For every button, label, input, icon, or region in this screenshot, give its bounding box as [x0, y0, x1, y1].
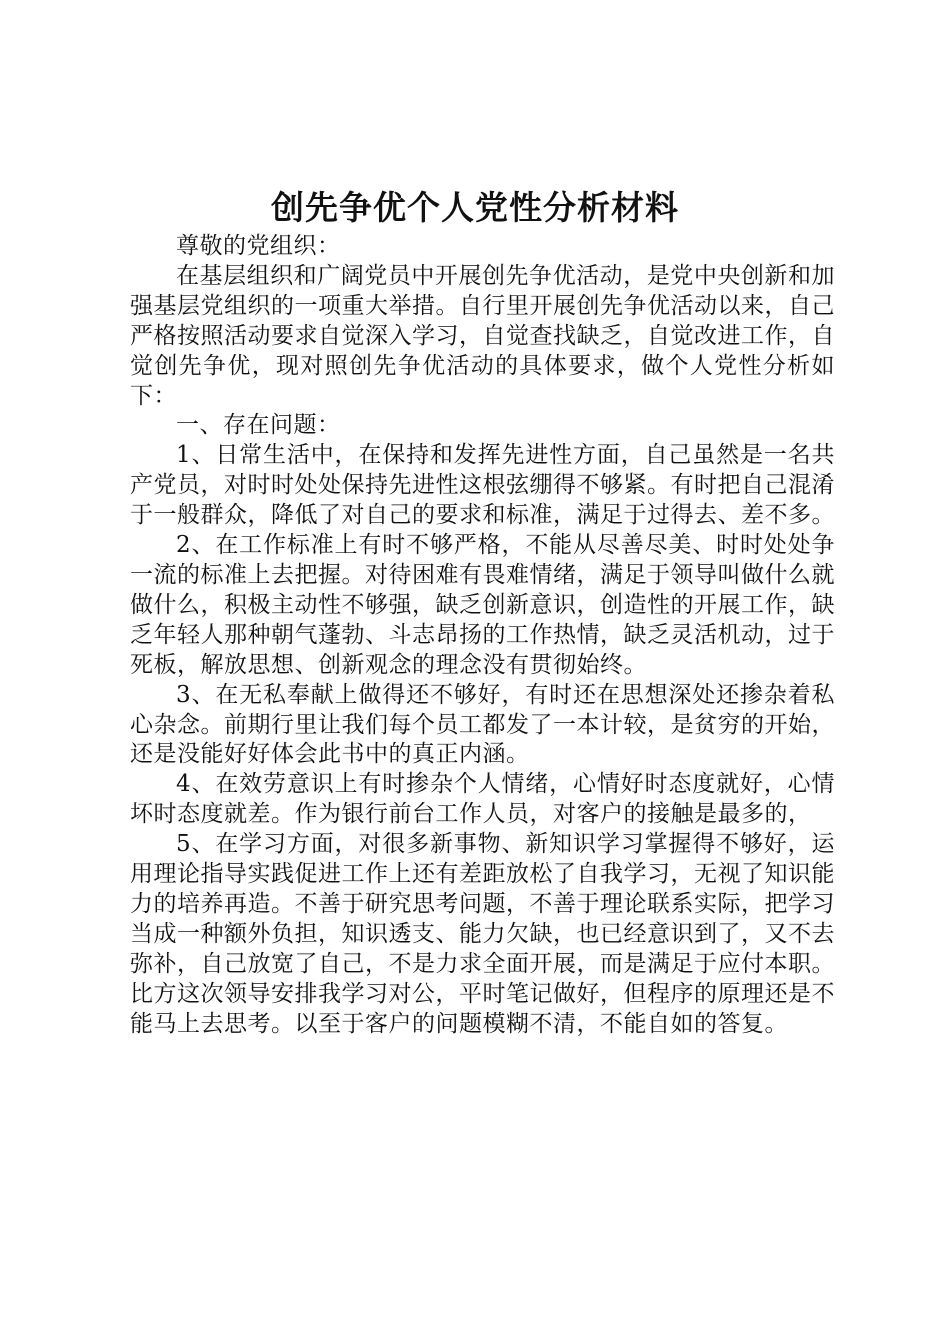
- section-heading-problems: 一、存在问题：: [176, 412, 341, 439]
- problem-item-2: 2、在工作标准上有时不够严格，不能从尽善尽美、时时处处争一流的标准上去把握。对待困难有畏难情绪，满足于领导叫做什么就做什么，积极主动性不够强，缺乏创新意识，创造性的开展工作，缺乏年轻人那种朝气蓬勃、斗志昂扬的工作热情，缺乏灵活机动，过于死板，解放思想、创新观念的理念没有贯彻始终。: [130, 532, 835, 678]
- problem-item-1: 1、日常生活中，在保持和发挥先进性方面，自己虽然是一名共产党员，对时时处处保持先进性这根弦绷得不够紧。有时把自己混淆于一般群众，降低了对自己的要求和标准，满足于过得去、差不多。: [130, 442, 835, 529]
- intro-paragraph: 在基层组织和广阔党员中开展创先争优活动，是党中央创新和加强基层党组织的一项重大举措。自行里开展创先争优活动以来，自己严格按照活动要求自觉深入学习，自觉查找缺乏，自觉改进工作，自觉创先争优，现对照创先争优活动的具体要求，做个人党性分析如下：: [130, 262, 835, 409]
- problem-item-3: 3、在无私奉献上做得还不够好，有时还在思想深处还掺杂着私心杂念。前期行里让我们每个员工都发了一本计较，是贫穷的开始，还是没能好好体会此书中的真正内涵。: [130, 681, 835, 768]
- document-body: [130, 232, 835, 1039]
- problem-item-4: 4、在效劳意识上有时掺杂个人情绪，心情好时态度就好，心情坏时态度就差。作为银行前台工作人员，对客户的接触是最多的，: [130, 771, 835, 828]
- problem-item-5: 5、在学习方面，对很多新事物、新知识学习掌握得不够好，运用理论指导实践促进工作上还有差距放松了自我学习，无视了知识能力的培养再造。不善于研究思考问题，不善于理论联系实际，把学习当成一种额外负担，知识透支、能力欠缺，也已经意识到了，又不去弥补，自己放宽了自己，不是力求全面开展，而是满足于应付本职。比方这次领导安排我学习对公，平时笔记做好，但程序的原理还是不能马上去思考。以至于客户的问题模糊不清，不能自如的答复。: [130, 831, 835, 1037]
- salutation: 尊敬的党组织：: [176, 233, 341, 259]
- document-title: 创先争优个人党性分析材料: [271, 188, 679, 227]
